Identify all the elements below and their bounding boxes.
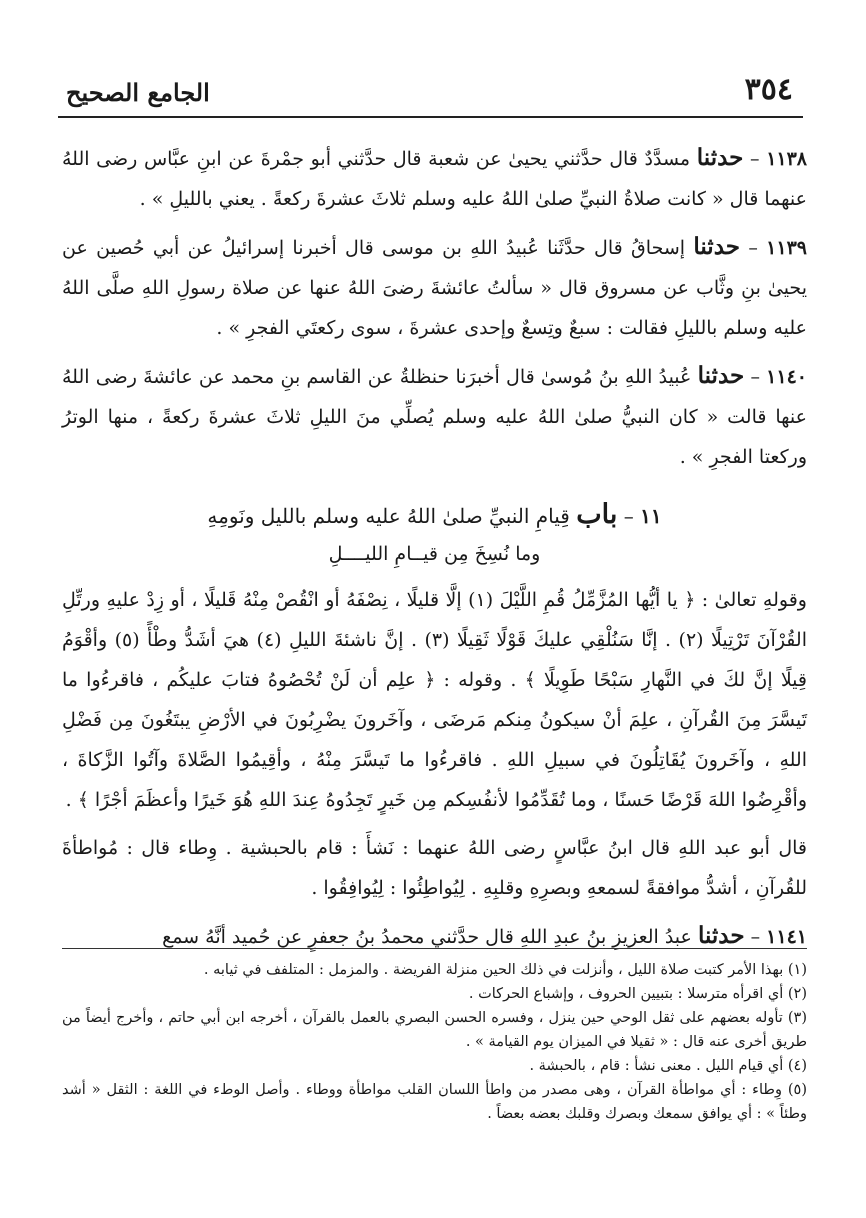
chapter-number: ١١ (640, 504, 662, 528)
chapter-bab: باب (576, 499, 618, 530)
footnote: (٥) وِطاء : أي مواطأة القرآن ، وهى مصدر من واطأ اللسان القلب مواطأة ووطاء . وأصل الوطء في اللغة : الثقل « أشد وطئاً » : أي يوافق سمعك وبصرك وقلبك بعضه بعضاً . (62, 1082, 807, 1122)
hadith-text: مسدَّدٌ قال حدَّثني يحيىٰ عن شعبة قال حدَّثني أبو جمْرةَ عن ابنِ عبَّاس رضى اللهُ عنهما قال « كانت صلاةُ النبيِّ صلىٰ اللهُ عليه وسلم ثلاثَ عشرةَ ركعةً . يعني بالليلِ » . (62, 148, 807, 210)
commentary: قال أبو عبد اللهِ قال ابنُ عبَّاسٍ رضى اللهُ عنهما : نَشأَ : قام بالحبشية . وِطاء قال : مُواطأةَ للقُرآنِ ، أشدُّ موافقةً لسمعهِ وبصرِهِ وقلبِهِ . لِيُواطِئُوا : لِيُوافِقُوا . (62, 837, 807, 899)
hadith-1141: ١١٤١ – حدثنا عبدُ العزيزِ بنُ عبدِ اللهِ قال حدَّثني محمدُ بنُ جعفرٍ عن حُميد أنَّهُ سمع (162, 922, 807, 949)
main-text (62, 138, 807, 957)
hadith-number: ١١٤٠ (766, 366, 807, 388)
hadith-1138: ١١٣٨ – حدثنا مسدَّدٌ قال حدَّثني يحيىٰ عن شعبة قال حدَّثني أبو جمْرةَ عن ابنِ عبَّاس رضى اللهُ عنهما قال « كانت صلاةُ النبيِّ صلىٰ اللهُ عليه وسلم ثلاثَ عشرةَ ركعةً . يعني بالليلِ » . (62, 144, 808, 210)
hadith-keyword: حدثنا (693, 233, 740, 260)
chapter-subtitle: وما نُسِخَ مِن قيــامِ الليــــلِ (328, 543, 541, 565)
footnote: (٤) أي قيام الليل . معنى نشأ : قام ، بالحبشة . (529, 1058, 807, 1074)
hadith-1139: ١١٣٩ – حدثنا إسحاقُ قال حدَّثَنا عُبيدُ اللهِ بن موسى قال أخبرنا إسرائيلُ عن أبي حُصين عن يحيىٰ بنِ وثَّاب عن مسروق قال « سألتُ عائشةَ رضىَ اللهُ عنها عن صلاة رسولِ اللهِ صلَّى اللهُ عليه وسلم بالليلِ فقالت : سبعٌ وتِسعٌ وإحدى عشرةَ ، سوى ركعتَي الفجرِ » . (62, 233, 807, 339)
hadith-keyword: حدثنا (697, 922, 745, 949)
hadith-keyword: حدثنا (697, 362, 745, 389)
page-header (58, 70, 803, 118)
hadith-keyword: حدثنا (696, 144, 744, 171)
running-title: الجامع الصحيح (66, 78, 210, 107)
footnote: (٣) تأوله بعضهم على ثقل الوحي حين ينزل ، وفسره الحسن البصري بالعمل بالقرآن ، أخرجه ابن أبي حاتم ، وأخرج أيضاً من طريق أخرى عنه قال : « ثقيلا في الميزان يوم القيامة » . (62, 1010, 807, 1050)
hadith-number: ١١٤١ (766, 926, 807, 948)
footnote-divider (62, 948, 807, 949)
hadith-number: ١١٣٩ (766, 237, 807, 259)
hadith-text: إسحاقُ قال حدَّثَنا عُبيدُ اللهِ بن موسى قال أخبرنا إسرائيلُ عن أبي حُصين عن يحيىٰ بنِ وثَّاب عن مسروق قال « سألتُ عائشةَ رضىَ اللهُ عنها عن صلاة رسولِ اللهِ صلَّى اللهُ عليه وسلم بالليلِ فقالت : سبعٌ وتِسعٌ وإحدى عشرةَ ، سوى ركعتَي الفجرِ » . (62, 237, 807, 339)
footnote: (٢) أي اقرأه مترسلا : بتبيين الحروف ، وإشباع الحركات . (468, 986, 807, 1002)
quran-passage: وقولهِ تعالىٰ : ﴿ يا أيُّها المُزَّمِّلُ قُمِ اللَّيْلَ (١) إلَّا قليلًا ، نِصْفَهُ أو انْقُصْ مِنْهُ قَليلًا ، أو زِدْ عليهِ ورتِّلِ القُرْآنَ تَرْتِيلًا (٢) . إنَّا سَنُلْقِي عليكَ قَوْلًا ثَقِيلًا (٣) . إنَّ ناشئةَ الليلِ (٤) هيَ أشَدُّ وطْأً (٥) وأقْوَمُ قِيلًا إنَّ لكَ في النَّهارِ سَبْحًا طَوِيلًا ﴾ . وقوله : ﴿ علِم أن لَنْ تُحْصُوهُ فتابَ عليكُم ، فاقرءُوا ما تَيسَّرَ مِنَ القُرآنِ ، علِمَ أنْ سيكونُ مِنكم مَرضَى ، وآخَرونَ يضْرِبُونَ في الأرْضِ يبتَغُونَ مِن فَضْلِ اللهِ ، وآخَرونَ يُقَاتِلُونَ في سبيلِ اللهِ . فاقرءُوا ما تَيسَّرَ مِنْهُ ، وأقِيمُوا الصَّلاةَ وآتُوا الزَّكاةَ ، وأقْرِضُوا اللهَ قَرْضًا حَسنًا ، وما تُقَدِّمُوا لأنفُسِكم مِن خَيرٍ تَجِدُوهُ عِندَ اللهِ هُوَ خَيرًا وأعظَمَ أجْرًا ﴾ . (62, 589, 807, 811)
hadith-1140: ١١٤٠ – حدثنا عُبيدُ اللهِ بنُ مُوسىٰ قال أخبرَنا حنظلةُ عن القاسم بنِ محمد عن عائشةَ رضى اللهُ عنها قالت « كان النبيُّ صلىٰ اللهُ عليه وسلم يُصلِّي منَ الليلِ ثلاثَ عشرةَ ركعةً ، منها الوترُ وركعتا الفجرِ » . (62, 362, 807, 468)
header-divider (58, 116, 803, 118)
chapter-heading (62, 495, 807, 536)
footnote: (١) بهذا الأمر كتبت صلاة الليل ، وأنزلت في ذلك الحين منزلة الفريضة . والمزمل : المتلفف في ثيابه . (203, 962, 807, 978)
page-number: ٣٥٤ (744, 72, 793, 107)
chapter-title: قِيامِ النبيِّ صلىٰ اللهُ عليه وسلم بالليل ونَومِهِ (207, 504, 570, 528)
chapter-dash: – (623, 504, 634, 528)
hadith-number: ١١٣٨ (766, 148, 808, 170)
footnotes (62, 958, 807, 1126)
hadith-text: عُبيدُ اللهِ بنُ مُوسىٰ قال أخبرَنا حنظلةُ عن القاسم بنِ محمد عن عائشةَ رضى اللهُ عنها قالت « كان النبيُّ صلىٰ اللهُ عليه وسلم يُصلِّي منَ الليلِ ثلاثَ عشرةَ ركعةً ، منها الوترُ وركعتا الفجرِ » . (62, 366, 807, 468)
hadith-text: عبدُ العزيزِ بنُ عبدِ اللهِ قال حدَّثني محمدُ بنُ جعفرٍ عن حُميد أنَّهُ سمع (162, 926, 692, 948)
